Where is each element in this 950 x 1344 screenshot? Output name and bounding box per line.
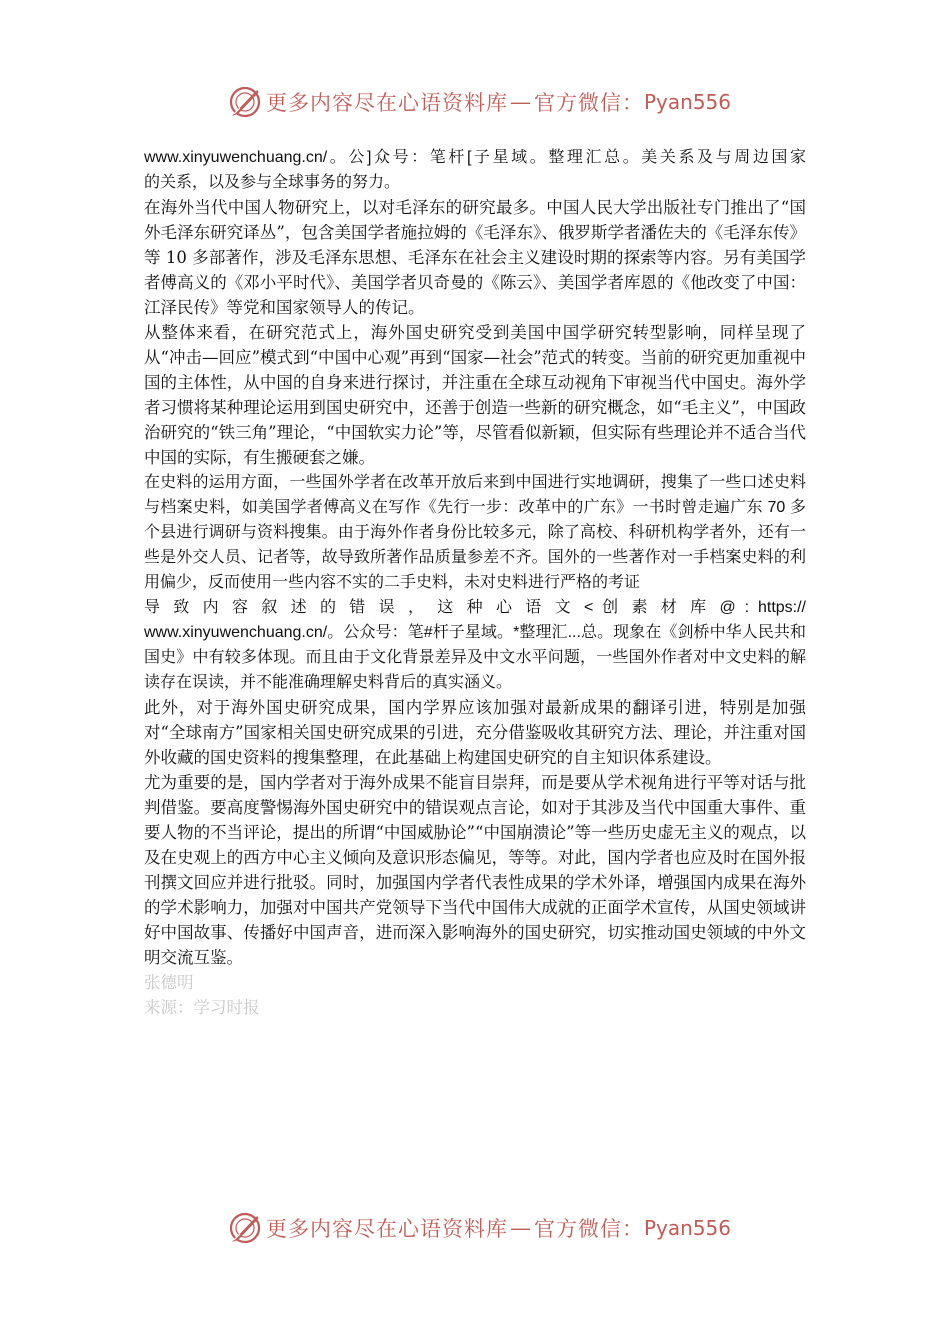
- paragraph-5: 此外，对于海外国史研究成果，国内学界应该加强对最新成果的翻译引进，特别是加强对“全球南方”国家相关国史研究成果的引进，充分借鉴吸收其研究方法、理论，并注重对国外收藏的国史资料的搜集整理，在此基础上构建国史研究的自主知识体系建设。: [144, 698, 806, 767]
- footer-banner[interactable]: [228, 1208, 732, 1248]
- author-name: 张德明: [144, 973, 194, 992]
- banner-title: 更多内容尽在心语资料库: [266, 1217, 508, 1241]
- quill-logo-icon: [228, 1211, 262, 1245]
- banner-wechat-id: Pyan556: [644, 90, 732, 114]
- banner-separator: —: [510, 90, 532, 114]
- banner-wechat-label: 官方微信：: [534, 1217, 644, 1241]
- paragraph-4-part-2: 导 致 内 容 叙 述 的 错 误 ， 这 种 心 语 文 < 创 素 材 库 @ : https://: [144, 599, 806, 616]
- paragraph-4-part-3: www.xinyuwenchuang.cn/。公众号：笔#杆子星域。*整理汇...总。现象在《剑桥中华人民共和国史》中有较多体现。而且由于文化背景差异及中文水平问题，一些国外作者对中文史料的解读存在误读，并不能准确理解史料背后的真实涵义。: [144, 624, 806, 691]
- quill-logo-icon: [228, 85, 262, 119]
- banner-wechat-id: Pyan556: [644, 1216, 732, 1240]
- paragraph-2: 在海外当代中国人物研究上，以对毛泽东的研究最多。中国人民大学出版社专门推出了“国外毛泽东研究译丛”，包含美国学者施拉姆的《毛泽东》、俄罗斯学者潘佐夫的《毛泽东传》等 10 多部著作，涉及毛泽东思想、毛泽东在社会主义建设时期的探索等内容。另有美国学者傅高义的《邓小平时代》、美国学者贝奇曼的《陈云》、美国学者库恩的《他改变了中国：江泽民传》等党和国家领导人的传记。: [144, 198, 806, 317]
- paragraph-1-line-1: www.xinyuwenchuang.cn/。公]众号：笔杆[子星域。整理汇总。美关系及与周边国家: [144, 149, 806, 166]
- article-body: [144, 145, 806, 1020]
- paragraph-4-part-1: 在史料的运用方面，一些国外学者在改革开放后来到中国进行实地调研，搜集了一些口述史料与档案史料，如美国学者傅高义在写作《先行一步：改革中的广东》一书时曾走遍广东 70 多个县进行调研与资料搜集。由于海外作者身份比较多元，除了高校、科研机构学者外，还有一些是外交人员、记者等，故导致所著作品质量参差不齐。国外的一些著作对一手档案史料的利用偏少，反而使用一些内容不实的二手史料，未对史料进行严格的考证: [144, 474, 806, 591]
- source-line: 来源：学习时报: [144, 998, 260, 1017]
- banner-separator: —: [510, 1216, 532, 1240]
- header-banner[interactable]: [228, 82, 732, 122]
- banner-wechat-label: 官方微信：: [534, 91, 644, 115]
- paragraph-3: 从整体来看，在研究范式上，海外国史研究受到美国中国学研究转型影响，同样呈现了从“冲击—回应”模式到“中国中心观”再到“国家—社会”范式的转变。当前的研究更加重视中国的主体性，从中国的自身来进行探讨，并注重在全球互动视角下审视当代中国史。海外学者习惯将某种理论运用到国史研究中，还善于创造一些新的研究概念，如“毛主义”，中国政治研究的“铁三角”理论，“中国软实力论”等，尽管看似新颖，但实际有些理论并不适合当代中国的实际，有生搬硬套之嫌。: [144, 323, 806, 467]
- paragraph-6: 尤为重要的是，国内学者对于海外成果不能盲目崇拜，而是要从学术视角进行平等对话与批判借鉴。要高度警惕海外国史研究中的错误观点言论，如对于其涉及当代中国重大事件、重要人物的不当评论，提出的所谓“中国威胁论”“中国崩溃论”等一些历史虚无主义的观点，以及在史观上的西方中心主义倾向及意识形态偏见，等等。对此，国内学者也应及时在国外报刊撰文回应并进行批驳。同时，加强国内学者代表性成果的学术外译，增强国内成果在海外的学术影响力，加强对中国共产党领导下当代中国伟大成就的正面学术宣传，从国史领域讲好中国故事、传播好中国声音，进而深入影响海外的国史研究，切实推动国史领域的中外文明交流互鉴。: [144, 773, 806, 967]
- paragraph-1-line-2: 的关系，以及参与全球事务的努力。: [144, 174, 401, 191]
- banner-title: 更多内容尽在心语资料库: [266, 91, 508, 115]
